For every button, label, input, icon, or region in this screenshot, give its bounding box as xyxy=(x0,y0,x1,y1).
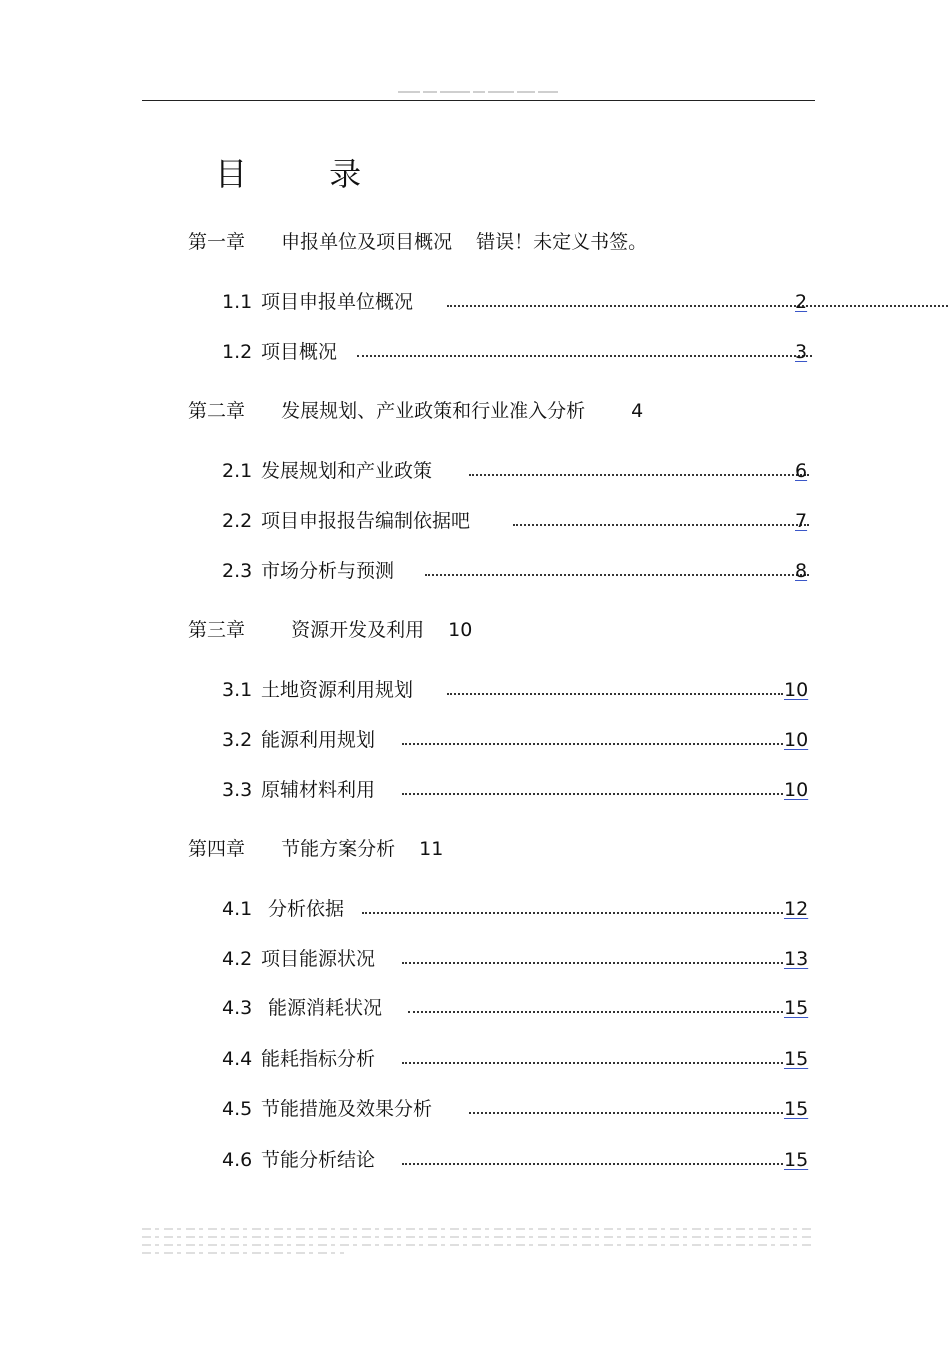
section-title: 项目申报报告编制依据吧 xyxy=(261,510,471,532)
section-title: 节能分析结论 xyxy=(261,1149,376,1171)
section-title: 市场分析与预测 xyxy=(261,560,395,582)
chapter-page: 4 xyxy=(631,400,644,422)
toc-chapter-1[interactable] xyxy=(188,229,647,255)
dot-leader xyxy=(402,793,783,795)
section-page-link[interactable]: 13 xyxy=(784,948,809,970)
footer-faint-text xyxy=(142,1228,815,1270)
section-number: 4.3 xyxy=(222,997,253,1019)
section-number: 4.4 xyxy=(222,1048,253,1070)
dot-leader xyxy=(402,743,783,745)
section-title: 发展规划和产业政策 xyxy=(261,460,433,482)
toc-section-2-1[interactable] xyxy=(222,458,812,484)
section-number: 1.1 xyxy=(222,291,253,313)
section-page-link[interactable]: 2 xyxy=(795,291,808,313)
section-number: 4.5 xyxy=(222,1098,253,1120)
section-number: 2.2 xyxy=(222,510,253,532)
section-number: 3.2 xyxy=(222,729,253,751)
toc-chapter-4[interactable] xyxy=(188,836,443,862)
section-page-link[interactable]: 15 xyxy=(784,1149,809,1171)
section-page-link[interactable]: 8 xyxy=(795,560,808,582)
section-number: 3.1 xyxy=(222,679,253,701)
dot-leader xyxy=(447,305,950,307)
dot-leader xyxy=(362,912,783,914)
toc-section-1-2[interactable] xyxy=(222,339,812,365)
section-number: 4.1 xyxy=(222,898,253,920)
section-title: 项目申报单位概况 xyxy=(261,291,414,313)
toc-title: 目 录 xyxy=(215,155,398,193)
toc-section-1-1[interactable] xyxy=(222,289,812,315)
section-title: 项目能源状况 xyxy=(261,948,376,970)
chapter-page: 10 xyxy=(448,619,473,641)
section-number: 1.2 xyxy=(222,341,253,363)
section-page-link[interactable]: 10 xyxy=(784,779,809,801)
section-title: 能源利用规划 xyxy=(261,729,376,751)
header-faint-strip xyxy=(398,91,560,94)
header-rule xyxy=(142,100,815,101)
section-title: 土地资源利用规划 xyxy=(261,679,414,701)
section-title: 能耗指标分析 xyxy=(261,1048,376,1070)
section-title: 分析依据 xyxy=(268,898,345,920)
section-number: 2.1 xyxy=(222,460,253,482)
section-number: 4.6 xyxy=(222,1149,253,1171)
section-number: 2.3 xyxy=(222,560,253,582)
chapter-title: 申报单位及项目概况 xyxy=(281,231,453,253)
chapter-page: 11 xyxy=(419,838,444,860)
section-page-link[interactable]: 15 xyxy=(784,997,809,1019)
toc-section-4-5[interactable] xyxy=(222,1096,812,1122)
section-number: 4.2 xyxy=(222,948,253,970)
chapter-title: 发展规划、产业政策和行业准入分析 xyxy=(281,400,586,422)
dot-leader xyxy=(469,474,809,476)
dot-leader xyxy=(447,693,783,695)
toc-chapter-3[interactable] xyxy=(188,617,472,643)
dot-leader xyxy=(402,1062,783,1064)
toc-section-3-3[interactable] xyxy=(222,777,812,803)
chapter-number: 第三章 xyxy=(188,619,246,641)
chapter-title: 节能方案分析 xyxy=(281,838,396,860)
section-page-link[interactable]: 12 xyxy=(784,898,809,920)
toc-section-3-2[interactable] xyxy=(222,727,812,753)
toc-section-2-2[interactable] xyxy=(222,508,812,534)
toc-section-4-1[interactable] xyxy=(222,896,812,922)
section-title: 原辅材料利用 xyxy=(261,779,376,801)
dot-leader xyxy=(425,574,809,576)
dot-leader xyxy=(408,1011,783,1013)
chapter-page: 错误！未定义书签。 xyxy=(476,231,648,253)
section-page-link[interactable]: 10 xyxy=(784,679,809,701)
chapter-number: 第二章 xyxy=(188,400,246,422)
dot-leader xyxy=(469,1112,783,1114)
section-page-link[interactable]: 6 xyxy=(795,460,808,482)
section-page-link[interactable]: 15 xyxy=(784,1098,809,1120)
dot-leader xyxy=(402,1163,783,1165)
toc-section-4-3[interactable] xyxy=(222,995,812,1021)
section-number: 3.3 xyxy=(222,779,253,801)
toc-section-4-6[interactable] xyxy=(222,1147,812,1173)
chapter-number: 第一章 xyxy=(188,231,246,253)
section-page-link[interactable]: 15 xyxy=(784,1048,809,1070)
section-title: 节能措施及效果分析 xyxy=(261,1098,433,1120)
chapter-number: 第四章 xyxy=(188,838,246,860)
section-page-link[interactable]: 7 xyxy=(795,510,808,532)
chapter-title: 资源开发及利用 xyxy=(291,619,425,641)
dot-leader xyxy=(513,524,809,526)
section-title: 能源消耗状况 xyxy=(268,997,383,1019)
section-page-link[interactable]: 10 xyxy=(784,729,809,751)
section-page-link[interactable]: 3 xyxy=(795,341,808,363)
section-title: 项目概况 xyxy=(261,341,338,363)
toc-section-4-2[interactable] xyxy=(222,946,812,972)
toc-section-3-1[interactable] xyxy=(222,677,812,703)
toc-section-2-3[interactable] xyxy=(222,558,812,584)
dot-leader xyxy=(357,355,812,357)
toc-section-4-4[interactable] xyxy=(222,1046,812,1072)
dot-leader xyxy=(402,962,783,964)
toc-chapter-2[interactable] xyxy=(188,398,643,424)
